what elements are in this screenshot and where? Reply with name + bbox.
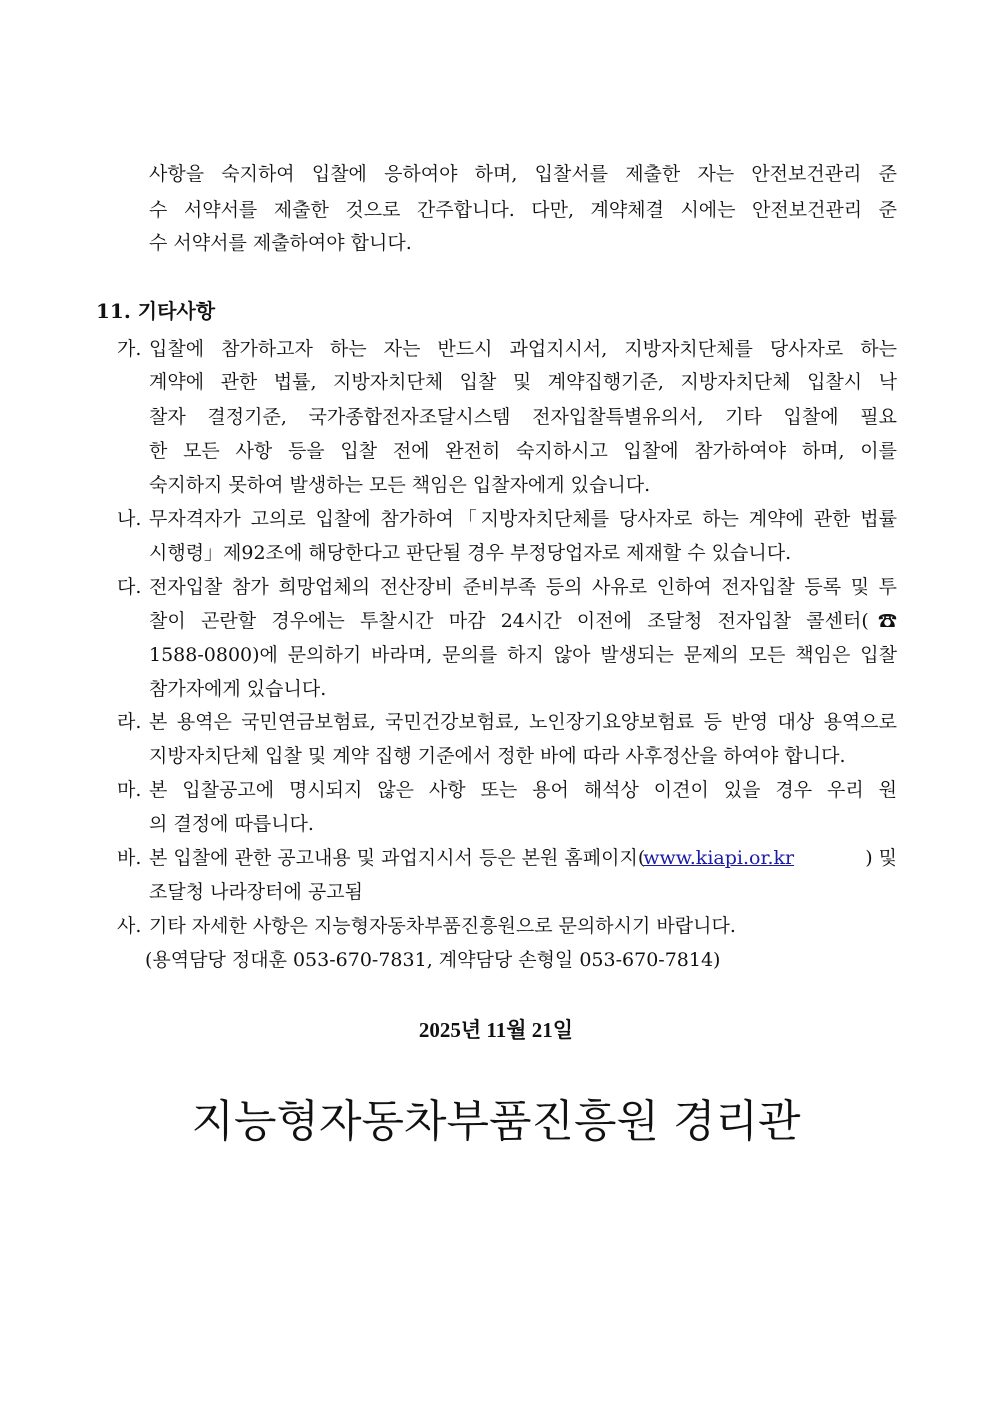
- list-item-line: 찰자 결정기준, 국가종합전자조달시스템 전자입찰특별유의서, 기타 입찰에 필요: [149, 406, 897, 428]
- list-item-marker: 마.: [117, 779, 142, 801]
- list-item-line: 조달청 나라장터에 공고됨: [149, 881, 363, 903]
- list-item-line: 의 결정에 따릅니다.: [149, 813, 314, 835]
- section-heading: 11. 기타사항: [96, 299, 216, 323]
- list-item-marker: 바.: [117, 847, 142, 869]
- list-item-text: ) 및: [865, 847, 897, 869]
- list-item-line: 시행령」제92조에 해당한다고 판단될 경우 부정당업자로 제재할 수 있습니다.: [149, 542, 792, 564]
- list-item-line: 1588-0800)에 문의하기 바라며, 문의를 하지 않아 발생되는 문제의 모든 책임은 입찰: [149, 644, 897, 666]
- list-item-line: 입찰에 참가하고자 하는 자는 반드시 과업지시서, 지방자치단체를 당사자로 하는: [149, 338, 897, 360]
- list-item-marker: 사.: [117, 915, 142, 937]
- list-item-line: 전자입찰 참가 희망업체의 전산장비 준비부족 등의 사유로 인하여 전자입찰 등록 및 투: [149, 576, 897, 598]
- contact-info: (용역담당 정대훈 053-670-7831, 계약담당 손형일 053-670-7814): [145, 949, 721, 971]
- issuer-signature: 지능형자동차부품진흥원 경리관: [191, 1096, 801, 1147]
- continuation-line-1: 사항을 숙지하여 입찰에 응하여야 하며, 입찰서를 제출한 자는 안전보건관리 준: [149, 163, 897, 185]
- list-item-line: 참가자에게 있습니다.: [149, 678, 327, 700]
- list-item-line: 본 입찰공고에 명시되지 않은 사항 또는 용어 해석상 이견이 있을 경우 우리 원: [149, 779, 897, 801]
- list-item-line: [149, 843, 897, 873]
- list-item-marker: 다.: [117, 576, 142, 598]
- list-item-marker: 나.: [117, 508, 142, 530]
- list-item-line: 계약에 관한 법률, 지방자치단체 입찰 및 계약집행기준, 지방자치단체 입찰시 낙: [149, 371, 897, 393]
- issue-date: 2025년 11월 21일: [418, 1018, 574, 1042]
- list-item-line: 숙지하지 못하여 발생하는 모든 책임은 입찰자에게 있습니다.: [149, 474, 651, 496]
- list-item-line: 찰이 곤란할 경우에는 투찰시간 마감 24시간 이전에 조달청 전자입찰 콜센터(☎: [149, 610, 897, 632]
- list-item-line: 본 용역은 국민연금보험료, 국민건강보험료, 노인장기요양보험료 등 반영 대상 용역으로: [149, 711, 897, 733]
- list-item-line: 기타 자세한 사항은 지능형자동차부품진흥원으로 문의하시기 바랍니다.: [149, 915, 736, 937]
- list-item-line: 지방자치단체 입찰 및 계약 집행 기준에서 정한 바에 따라 사후정산을 하여야 합니다.: [149, 745, 846, 767]
- list-item-marker: 가.: [117, 338, 142, 360]
- list-item-line: 무자격자가 고의로 입찰에 참가하여「지방자치단체를 당사자로 하는 계약에 관한 법률: [149, 508, 897, 530]
- list-item-line: 한 모든 사항 등을 입찰 전에 완전히 숙지하시고 입찰에 참가하여야 하며, 이를: [149, 440, 897, 462]
- continuation-line-3: 수 서약서를 제출하여야 합니다.: [149, 232, 412, 254]
- homepage-link[interactable]: www.kiapi.or.kr: [643, 847, 795, 869]
- list-item-text: 본 입찰에 관한 공고내용 및 과업지시서 등은 본원 홈페이지(: [149, 847, 646, 869]
- continuation-line-2: 수 서약서를 제출한 것으로 간주합니다. 다만, 계약체결 시에는 안전보건관리 준: [149, 199, 897, 221]
- list-item-marker: 라.: [117, 711, 142, 733]
